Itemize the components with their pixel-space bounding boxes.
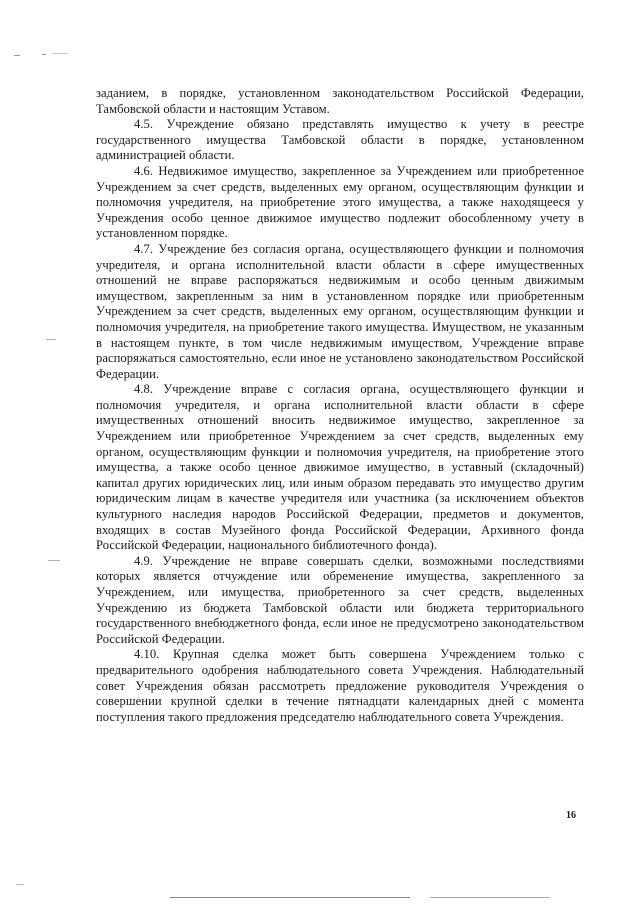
scan-mark [46, 339, 56, 340]
paragraph-4-8: 4.8. Учреждение вправе с согласия органа, осуществляющего функции и полномочия учредителя, и органа исполнительной власти области в сфере имущественных отношений вносить недвижимое имущество, закрепленное за Учреждением или приобретенное Учреждением за счет средств, выделенных ему органом, осуществляющим функции и полномочия учредителя, на приобретение этого имущества, а также особо ценное движимое имущество, в уставный (складочный) капитал других юридических лиц, или иным образом передавать это имущество другим юридическим лицам в качестве учредителя или участника (за исключением объектов культурного наследия народов Российской Федерации, предметов и документов, входящих в состав Музейного фонда Российской Федерации, Архивного фонда Российской Федерации, национального библиотечного фонда). [96, 382, 584, 553]
paragraph-4-9: 4.9. Учреждение не вправе совершать сделки, возможными последствиями которых является отчуждение или обременение имущества, закрепленного за Учреждением, или имущества, приобретенного за счет средств, выделенных Учреждению из бюджета Тамбовской области или бюджета территориального государственного внебюджетного фонда, если иное не предусмотрено законодательством Российской Федерации. [96, 553, 584, 646]
scan-mark [52, 53, 68, 54]
document-body [96, 86, 584, 725]
paragraph-4-5: 4.5. Учреждение обязано представлять имущество к учету в реестре государственного имущества Тамбовской области в порядке, установленном администрацией области. [96, 117, 584, 163]
paragraph-4-10: 4.10. Крупная сделка может быть совершена Учреждением только с предварительного одобрения наблюдательного совета Учреждения. Наблюдательный совет Учреждения обязан рассмотреть предложение руководителя Учреждения о совершении крупной сделки в течение пятнадцати календарных дней с момента поступления такого предложения председателю наблюдательного совета Учреждения. [96, 647, 584, 724]
continuation-paragraph: заданием, в порядке, установленном законодательством Российской Федерации, Тамбовской области и настоящим Уставом. [96, 86, 584, 116]
page-number: 16 [566, 810, 576, 821]
scan-mark [48, 560, 60, 561]
scan-edge [170, 897, 410, 898]
paragraph-4-7: 4.7. Учреждение без согласия органа, осуществляющего функции и полномочия учредителя, и органа исполнительной власти области в сфере имущественных отношений не вправе распоряжаться недвижимым и особо ценным движимым имуществом, закрепленным за ним в установленном порядке или приобретенным Учреждением за счет средств, выделенных ему органом, осуществляющим функции и полномочия учредителя, на приобретение такого имущества. Имуществом, не указанным в настоящем пункте, в том числе недвижимым имуществом, Учреждение вправе распоряжаться самостоятельно, если иное не установлено законодательством Российской Федерации. [96, 241, 584, 381]
scan-mark [42, 54, 46, 55]
scan-mark [16, 884, 24, 885]
scan-edge [430, 897, 550, 898]
paragraph-4-6: 4.6. Недвижимое имущество, закрепленное за Учреждением или приобретенное Учреждением за счет средств, выделенных ему органом, осуществляющим функции и полномочия учредителя, на приобретение этого имущества, а также находящееся у Учреждения особо ценное движимое имущество подлежит обособленному учету в установленном порядке. [96, 163, 584, 241]
scan-mark [14, 55, 20, 56]
